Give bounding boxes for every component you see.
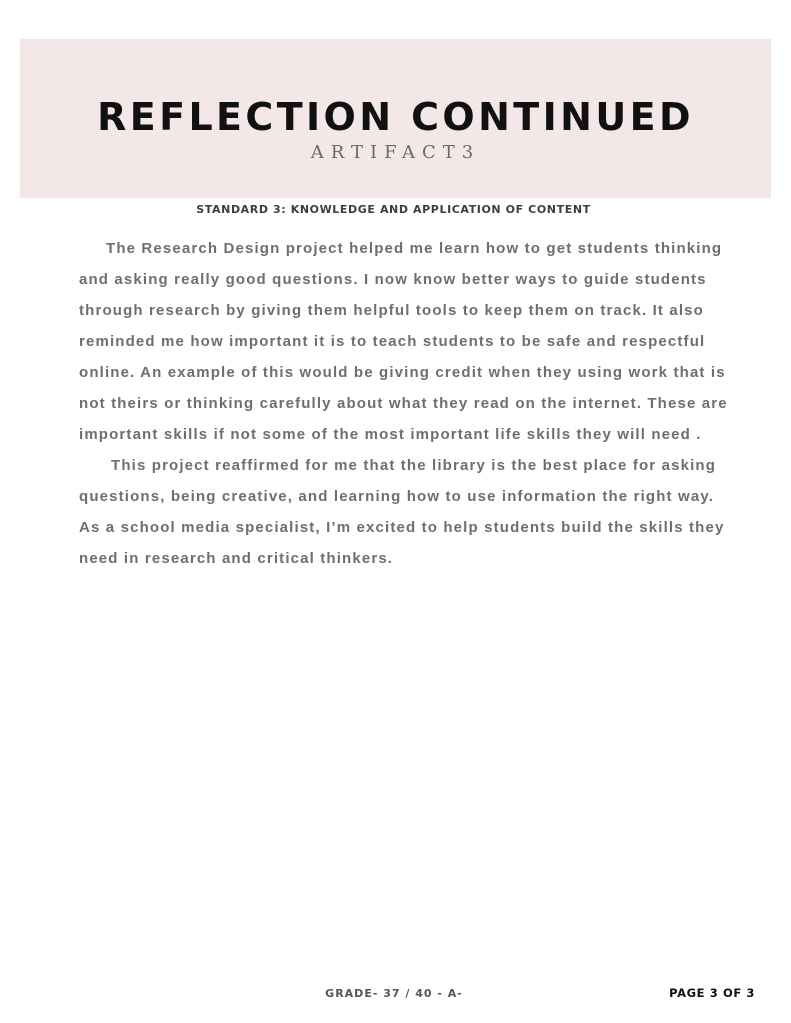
reflection-body bbox=[79, 233, 729, 574]
page-number: PAGE 3 OF 3 bbox=[669, 986, 755, 1000]
page-subtitle: ARTIFACT3 bbox=[310, 142, 481, 163]
reflection-paragraph: This project reaffirmed for me that the library is the best place for asking questions, being creative, and learning how to use information the right way. As a school media specialist, I’m excited to help students build the skills they need in research and critical thinkers. bbox=[79, 457, 725, 567]
reflection-paragraph: The Research Design project helped me learn how to get students thinking and asking really good questions. I now know better ways to guide students through research by giving them helpful tools to keep them on track. It also reminded me how important it is to teach students to be safe and respectful online. An example of this would be giving credit when they using work that is not theirs or thinking carefully about what they read on the internet. These are important skills if not some of the most important life skills they will need . bbox=[79, 240, 728, 443]
grade-label: GRADE- 37 / 40 - A- bbox=[325, 987, 463, 1000]
standard-heading: STANDARD 3: KNOWLEDGE AND APPLICATION OF CONTENT bbox=[196, 203, 591, 216]
page-title: REFLECTION CONTINUED bbox=[97, 95, 694, 139]
